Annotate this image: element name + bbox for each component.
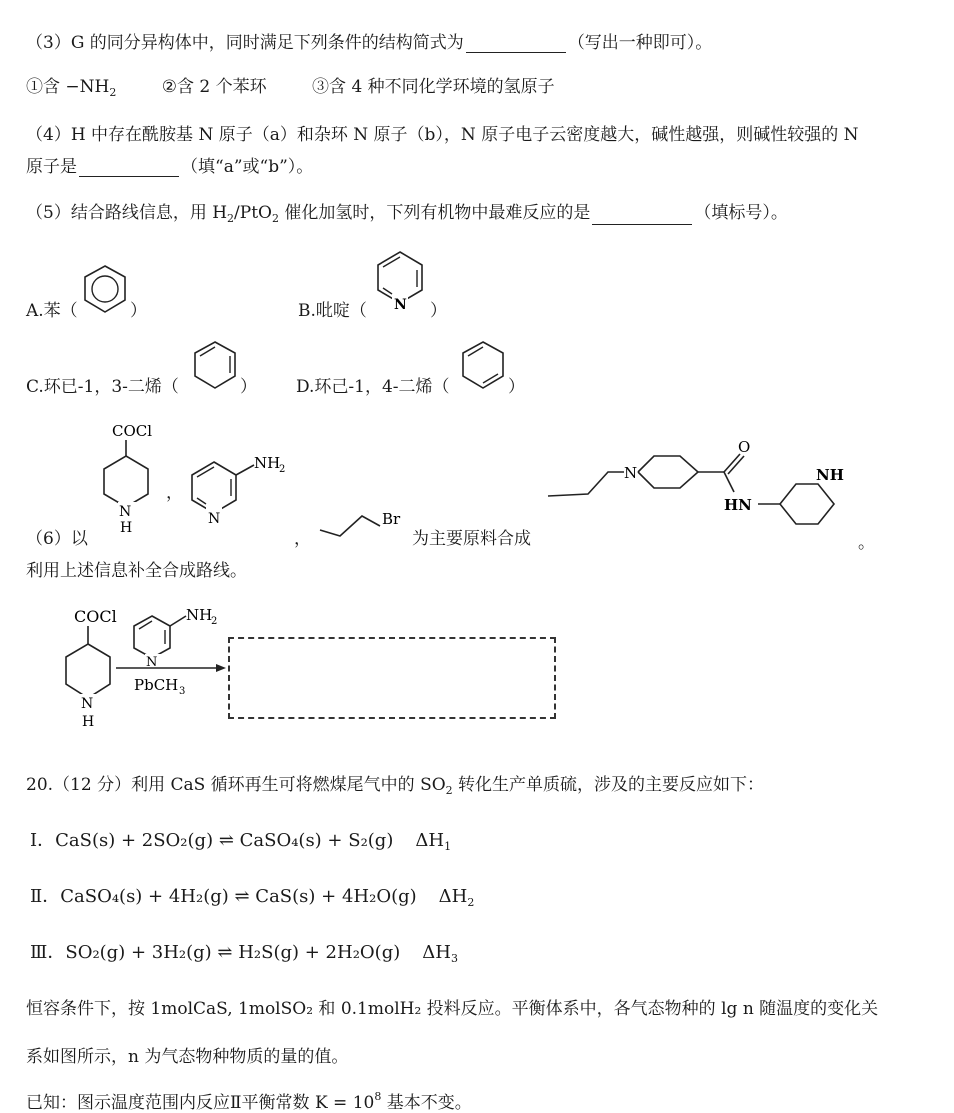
benzene-structure — [80, 262, 130, 318]
q3-line — [26, 28, 712, 53]
svg-text:NH: NH — [816, 466, 844, 484]
option-d-label: D.环己-1，4-二烯（ — [296, 377, 450, 397]
option-c-label: C.环已-1，3-二烯（ — [26, 377, 179, 397]
pyridine-structure — [372, 248, 428, 316]
q3-cond1: ①含 $-NH_2$ — [26, 77, 117, 99]
q4-answer-blank[interactable] — [79, 158, 179, 177]
option-a-label: A.苯（ — [26, 301, 78, 321]
q3-cond3: ③含 4 种不同化学环境的氢原子 — [312, 77, 555, 97]
option-a-close: ） — [130, 301, 147, 321]
svg-text:N: N — [624, 464, 638, 482]
svg-text:N: N — [119, 504, 132, 520]
svg-text:NH: NH — [254, 454, 281, 472]
option-b-label: B.吡啶（ — [298, 301, 367, 321]
reaction-1: Ⅰ．CaS(s) + 2SO₂(g) ⇌ CaSO₄(s) + S₂(g) $\Delta H_1$ — [30, 830, 452, 853]
svg-text:Br: Br — [382, 510, 401, 528]
svg-text:N: N — [146, 655, 158, 670]
q6-comma-2: ， — [294, 529, 311, 549]
svg-text:COCl: COCl — [112, 422, 153, 440]
option-c-close: ） — [240, 377, 257, 397]
q4-line1: （4）H 中存在酰胺基 N 原子（a）和杂环 N 原子（b），N 原子电子云密度越大，碱性越强，则碱性较强的 N — [26, 125, 859, 145]
option-b-close: ） — [430, 301, 447, 321]
q5-line: （5）结合路线信息，用 $H_2/PtO_2$ 催化加氢时，下列有机物中最难反应的是 （填标号）。 — [26, 203, 788, 225]
svg-text:HN: HN — [724, 496, 752, 514]
svg-text:N: N — [394, 297, 407, 313]
q20-paragraph-3: 已知：图示温度范围内反应Ⅱ平衡常数 $K = 10^8$ 基本不变。 — [26, 1090, 472, 1113]
q5-answer-blank[interactable] — [592, 206, 692, 225]
q3-answer-blank[interactable] — [466, 34, 566, 53]
q20-paragraph-2: 系如图所示，n 为气态物种物质的量的值。 — [26, 1047, 349, 1067]
svg-text:2: 2 — [279, 464, 286, 475]
answer-dashed-box[interactable] — [228, 637, 556, 719]
svg-text:3: 3 — [179, 686, 186, 697]
svg-text:H: H — [82, 714, 95, 730]
q3-conditions — [26, 72, 555, 99]
piperidine-4-carbonyl-chloride-structure — [86, 418, 166, 536]
q4-line2: 原子是 （填“a”或“b”）。 — [26, 157, 314, 177]
svg-text:H: H — [120, 520, 133, 536]
svg-text:2: 2 — [211, 616, 218, 627]
option-d-close: ） — [508, 377, 525, 397]
q6-prefix: （6）以 — [26, 529, 88, 549]
cyclohexa-1-4-diene-structure — [458, 338, 508, 394]
q6-suffix: 为主要原料合成 — [412, 529, 531, 549]
1-bromopropane-structure — [318, 504, 410, 540]
q20-title: 20.（12 分）利用 CaS 循环再生可将燃煤尾气中的 $SO_2$ 转化生产单质硫，涉及的主要反应如下： — [26, 775, 765, 797]
q3-suffix: （写出一种即可）。 — [567, 33, 713, 53]
q6-line2: 利用上述信息补全合成路线。 — [26, 561, 247, 581]
cyclohexa-1-3-diene-structure — [190, 338, 240, 394]
q6-period: 。 — [858, 533, 875, 553]
svg-text:PbCH: PbCH — [134, 676, 179, 694]
q3-cond2: ②含 2 个苯环 — [161, 77, 267, 97]
svg-text:N: N — [208, 511, 221, 527]
q3-prefix: （3）G 的同分异构体中，同时满足下列条件的结构简式为 — [26, 33, 464, 53]
3-aminopyridine-structure — [182, 448, 292, 534]
q20-paragraph-1: 恒容条件下，按 1molCaS, 1molSO₂ 和 0.1molH₂ 投料反应。平衡体系中，各气态物种的 lg n 随温度的变化关 — [26, 999, 879, 1019]
svg-text:COCl: COCl — [74, 607, 117, 626]
svg-text:N: N — [81, 696, 94, 712]
svg-text:O: O — [738, 438, 751, 456]
q6-comma-1: ， — [166, 483, 183, 503]
route-arrow-group — [112, 602, 228, 702]
target-product-structure — [546, 432, 856, 542]
reaction-2: Ⅱ．CaSO₄(s) + 4H₂(g) ⇌ CaS(s) + 4H₂O(g) $\Delta H_2$ — [30, 886, 475, 909]
reaction-3: Ⅲ．SO₂(g) + 3H₂(g) ⇌ H₂S(g) + 2H₂O(g) $\Delta H_3$ — [30, 942, 458, 965]
svg-text:NH: NH — [186, 606, 213, 624]
